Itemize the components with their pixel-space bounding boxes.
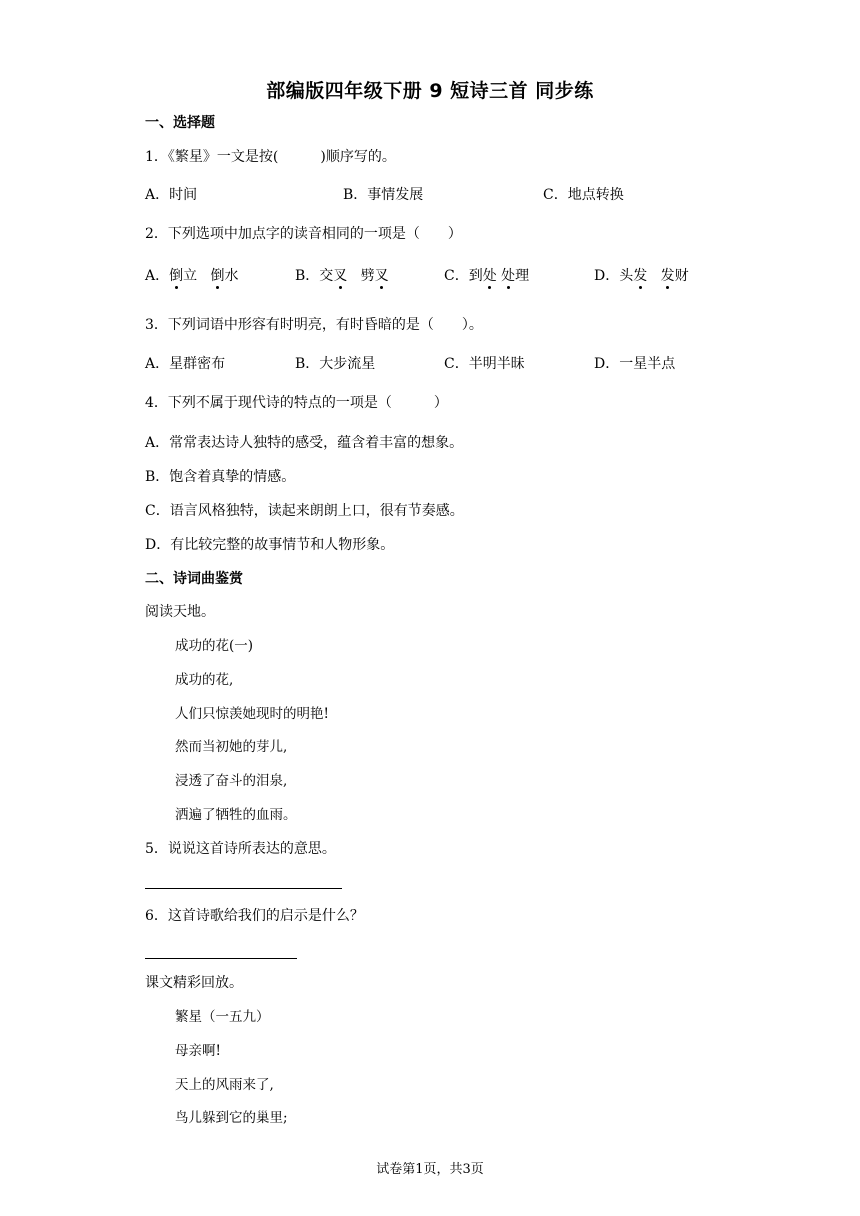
poem-line: 洒遍了牺牲的血雨。 — [175, 807, 297, 823]
option-prefix: D． — [594, 268, 620, 284]
poem-line: 成功的花, — [175, 672, 234, 688]
poem-line: 母亲啊! — [175, 1043, 221, 1059]
poem-line: 人们只惊羡她现时的明艳! — [175, 706, 329, 722]
q4-option-d[interactable]: D．有比较完整的故事情节和人物形象。 — [145, 537, 395, 553]
dotted-char: 发 — [660, 268, 675, 284]
q2-option-c[interactable] — [444, 267, 529, 285]
question-1-stem: 1．《繁星》一文是按( )顺序写的。 — [145, 149, 396, 165]
q3-option-d[interactable]: D．一星半点 — [594, 356, 676, 372]
poem-line: 成功的花(一) — [175, 638, 254, 654]
poem-line: 繁星（一五九） — [175, 1009, 270, 1025]
q4-option-a[interactable]: A．常常表达诗人独特的感受，蕴含着丰富的想象。 — [145, 435, 464, 451]
char: 交 — [319, 268, 334, 284]
char: 理 — [515, 268, 530, 284]
answer-line-q6[interactable] — [145, 958, 297, 959]
q1-option-b[interactable]: B．事情发展 — [343, 187, 424, 203]
page-footer: 试卷第1页，共3页 — [376, 1162, 484, 1177]
char: 财 — [674, 268, 689, 284]
char: 头 — [619, 268, 634, 284]
poem-line: 然而当初她的芽儿, — [175, 739, 288, 755]
poem-line: 鸟儿躲到它的巢里; — [175, 1110, 288, 1126]
q1-option-c[interactable]: C．地点转换 — [543, 187, 624, 203]
char: 水 — [224, 268, 239, 284]
section-heading-poetry: 二、诗词曲鉴赏 — [145, 571, 243, 587]
q3-option-c[interactable]: C．半明半昧 — [444, 356, 525, 372]
question-6-stem: 6．这首诗歌给我们的启示是什么？ — [145, 908, 364, 924]
q3-option-b[interactable]: B．大步流星 — [295, 356, 376, 372]
q4-option-b[interactable]: B．饱含着真挚的情感。 — [145, 469, 296, 485]
q3-option-a[interactable]: A．星群密布 — [145, 356, 226, 372]
dotted-char: 处 — [482, 268, 497, 284]
q2-option-a[interactable] — [145, 267, 238, 285]
dotted-char: 叉 — [333, 268, 348, 284]
char: 立 — [183, 268, 198, 284]
question-5-stem: 5．说说这首诗所表达的意思。 — [145, 841, 336, 857]
reading-intro-1: 阅读天地。 — [145, 604, 215, 620]
char: 到 — [468, 268, 483, 284]
section-heading-choice: 一、选择题 — [145, 115, 215, 131]
option-prefix: C． — [444, 268, 469, 284]
poem-line: 浸透了奋斗的泪泉, — [175, 773, 288, 789]
option-prefix: A． — [145, 268, 170, 284]
reading-intro-2: 课文精彩回放。 — [145, 975, 243, 991]
q1-option-a[interactable]: A．时间 — [145, 187, 198, 203]
char: 劈 — [360, 268, 375, 284]
poem-line: 天上的风雨来了, — [175, 1077, 274, 1093]
answer-line-q5[interactable] — [145, 888, 342, 889]
q2-option-b[interactable] — [295, 267, 389, 285]
q4-option-c[interactable]: C．语言风格独特，读起来朗朗上口，很有节奏感。 — [145, 503, 464, 519]
dotted-char: 倒 — [169, 268, 184, 284]
dotted-char: 发 — [633, 268, 648, 284]
page-title: 部编版四年级下册 9 短诗三首 同步练 — [266, 80, 594, 102]
option-prefix: B． — [295, 268, 320, 284]
question-3-stem: 3．下列词语中形容有时明亮，有时昏暗的是（ ）。 — [145, 317, 483, 333]
dotted-char: 倒 — [210, 268, 225, 284]
q2-option-d[interactable] — [594, 267, 689, 285]
dotted-char: 处 — [501, 268, 516, 284]
question-2-stem: 2．下列选项中加点字的读音相同的一项是（ ） — [145, 226, 462, 242]
question-4-stem: 4．下列不属于现代诗的特点的一项是（ ） — [145, 395, 448, 411]
dotted-char: 叉 — [374, 268, 389, 284]
